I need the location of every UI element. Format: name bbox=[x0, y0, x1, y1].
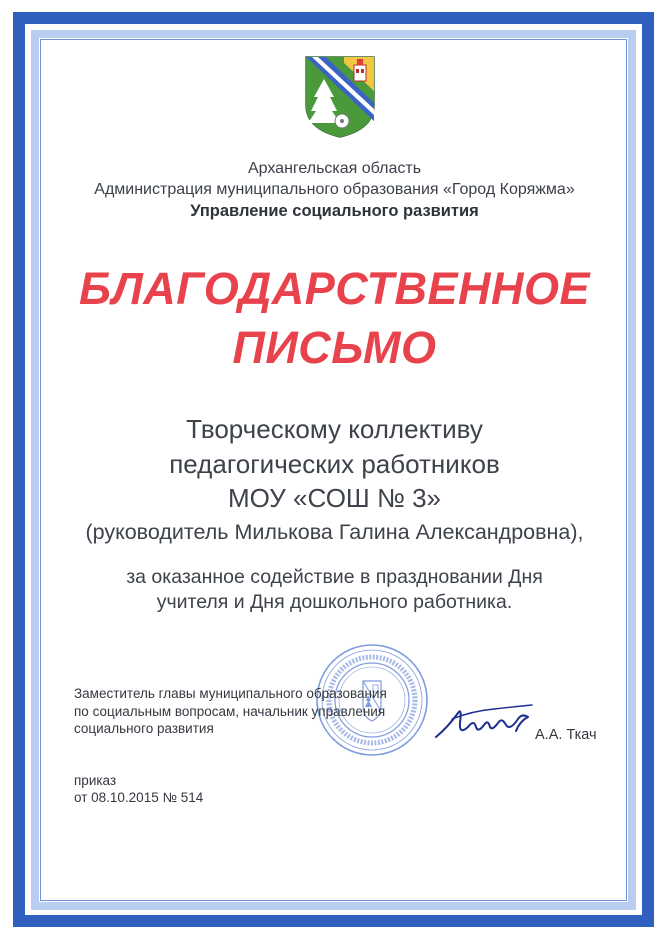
order-reference: от 08.10.2015 № 514 bbox=[74, 790, 204, 805]
reason-line: учителя и Дня дошкольного работника. bbox=[156, 591, 513, 613]
signatory-position: Заместитель главы муниципального образования bbox=[74, 686, 387, 701]
recipient-line: педагогических работников bbox=[169, 449, 500, 479]
handwritten-signature-icon bbox=[432, 697, 538, 747]
document-title: БЛАГОДАРСТВЕННОЕ bbox=[78, 263, 591, 314]
recipient-school: МОУ «СОШ № 3» bbox=[227, 483, 442, 513]
department-name: Управление социального развития bbox=[190, 202, 479, 220]
recipient-line: Творческому коллективу bbox=[186, 414, 483, 444]
administration-name: Администрация муниципального образования «Город Коряжма» bbox=[94, 181, 575, 198]
region-name: Архангельская область bbox=[247, 160, 422, 177]
document-title-line2: ПИСЬМО bbox=[232, 322, 437, 373]
signatory-name: А.А. Ткач bbox=[535, 727, 597, 743]
coat-of-arms-icon bbox=[304, 55, 376, 139]
reason-line: за оказанное содействие в праздновании Дня bbox=[126, 566, 543, 588]
order-label: приказ bbox=[74, 773, 117, 788]
signatory-position: социального развития bbox=[74, 721, 214, 736]
signatory-position: по социальным вопросам, начальник управления bbox=[74, 704, 386, 719]
recipient-head: (руководитель Милькова Галина Александровна), bbox=[85, 520, 584, 544]
